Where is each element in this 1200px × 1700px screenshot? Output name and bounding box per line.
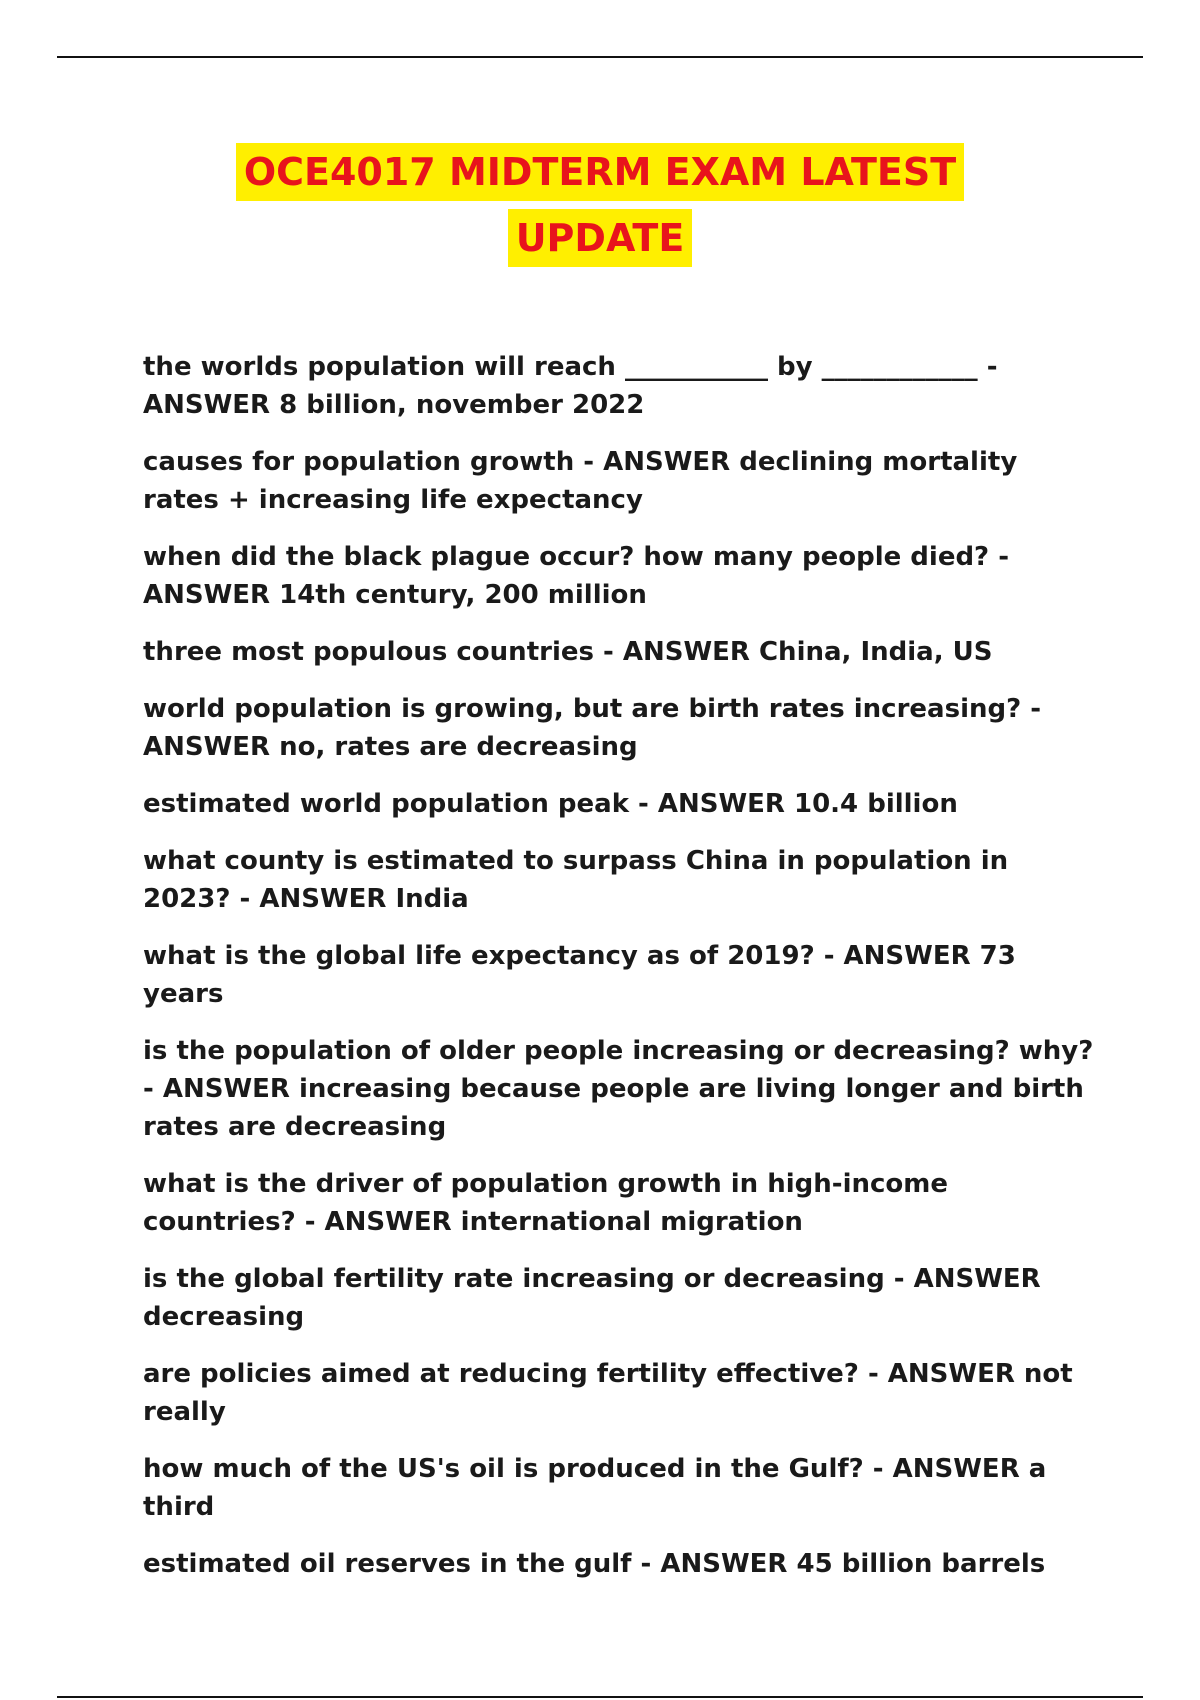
qa-item: how much of the US's oil is produced in the Gulf? - ANSWER a third — [143, 1454, 1047, 1522]
qa-item: when did the black plague occur? how many people died? - ANSWER 14th century, 200 million — [143, 542, 1009, 610]
qa-item: is the global fertility rate increasing or decreasing - ANSWER decreasing — [143, 1264, 1041, 1332]
qa-item: world population is growing, but are birth rates increasing? - ANSWER no, rates are decreasing — [143, 694, 1042, 762]
document-title — [0, 143, 1200, 267]
footer-rule — [57, 1696, 1143, 1698]
qa-item: estimated oil reserves in the gulf - ANSWER 45 billion barrels — [143, 1549, 1046, 1579]
header-rule — [57, 56, 1143, 58]
qa-item: causes for population growth - ANSWER declining mortality rates + increasing life expectancy — [143, 447, 1018, 515]
title-line-2: UPDATE — [508, 209, 693, 267]
qa-item: estimated world population peak - ANSWER 10.4 billion — [143, 789, 958, 819]
qa-item: what county is estimated to surpass China in population in 2023? - ANSWER India — [143, 846, 1009, 914]
qa-item: is the population of older people increasing or decreasing? why? - ANSWER increasing because people are living longer and birth rates are decreasing — [143, 1036, 1094, 1142]
title-line-1: OCE4017 MIDTERM EXAM LATEST — [236, 143, 964, 201]
qa-item: what is the global life expectancy as of 2019? - ANSWER 73 years — [143, 941, 1016, 1009]
qa-item: are policies aimed at reducing fertility effective? - ANSWER not really — [143, 1359, 1073, 1427]
qa-item: three most populous countries - ANSWER China, India, US — [143, 637, 993, 667]
question-answer-list — [143, 348, 1095, 1602]
qa-item: the worlds population will reach ___________ by ____________ - ANSWER 8 billion, november 2022 — [143, 352, 998, 420]
qa-item: what is the driver of population growth in high-income countries? - ANSWER international migration — [143, 1169, 948, 1237]
